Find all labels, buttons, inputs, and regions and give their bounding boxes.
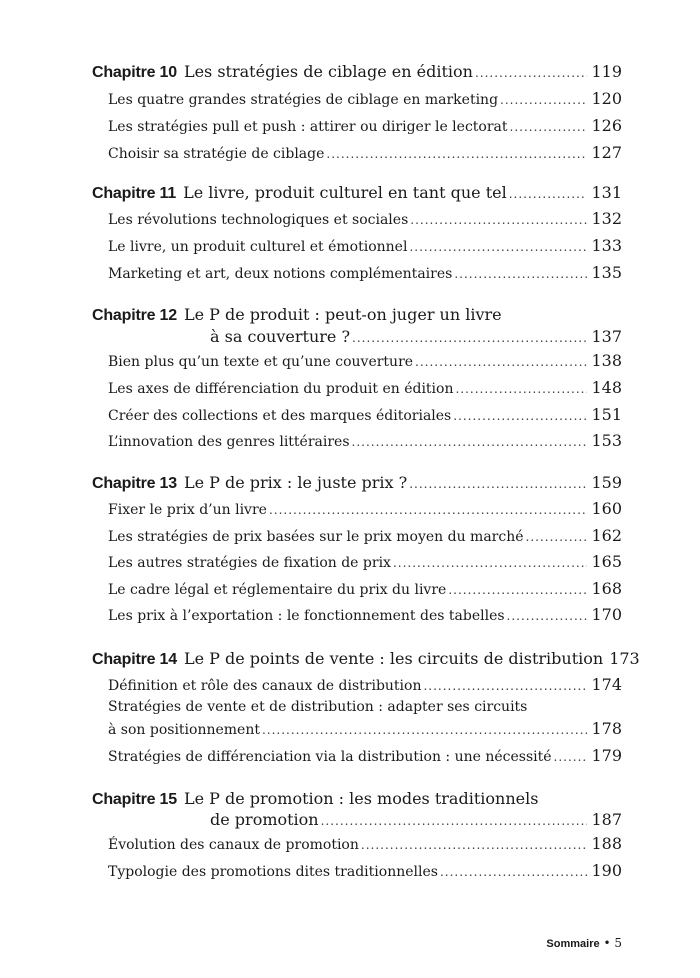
page-number: 131 [591,183,622,202]
dot-leader [454,267,587,281]
dot-leader [410,213,587,227]
page-number: 168 [591,579,622,598]
section-title: Créer des collections et des marques éditoriales [108,408,452,424]
section-title: Les autres stratégies de fixation de prix [108,555,391,571]
section-title-continued: à son positionnement [108,722,260,738]
chapter-title: Le P de produit : peut-on juger un livre [183,305,502,324]
page-number: 174 [591,675,622,694]
chapter-title: Le P de prix : le juste prix ? [183,473,408,492]
footer-separator: • [603,936,611,950]
page-number: 126 [591,116,622,135]
dot-leader [393,556,588,570]
section-title: Les révolutions technologiques et sociales [108,212,409,228]
page-number: 162 [591,526,622,545]
chapter-entry-head[interactable] [92,789,538,809]
dot-leader [321,814,588,828]
chapter-label: Chapitre 13 [92,475,177,492]
section-title: Les axes de différenciation du produit en édition [108,381,454,397]
section-entry-head[interactable] [92,699,527,715]
chapter-label: Chapitre 12 [92,307,177,324]
section-title: L’innovation des genres littéraires [108,434,350,450]
dot-leader [415,355,587,369]
section-title: Les quatre grandes stratégies de ciblage en marketing [108,92,499,108]
section-title: Typologie des promotions dites traditionnelles [108,864,438,880]
section-title: Évolution des canaux de promotion [108,837,359,853]
page-number: 119 [591,62,622,81]
page-number: 170 [591,605,622,624]
page-number: 137 [591,327,622,346]
section-entry[interactable] [92,746,622,765]
chapter-title-continued: à sa couverture ? [210,327,351,346]
dot-leader [361,838,588,852]
dot-leader [440,865,588,879]
section-title: Le livre, un produit culturel et émotionnel [108,239,408,255]
page-number: 190 [591,861,622,880]
dot-leader [475,66,588,80]
section-title: Fixer le prix d’un livre [108,502,267,518]
page-number: 178 [591,719,622,738]
dot-leader [455,382,587,396]
chapter-label: Chapitre 15 [92,791,177,808]
chapter-label: Chapitre 10 [92,64,177,81]
chapter-entry[interactable] [210,810,622,829]
chapter-title-continued: de promotion [210,810,319,829]
chapter-entry[interactable] [92,473,622,493]
page-number: 120 [591,89,622,108]
chapter-entry[interactable] [92,649,640,669]
dot-leader [262,723,587,737]
section-entry[interactable] [92,236,622,255]
dot-leader [500,93,587,107]
page-number: 127 [591,143,622,162]
chapter-entry[interactable] [210,327,622,346]
section-title: Stratégies de différenciation via la distribution : une nécessité [108,749,552,765]
section-entry[interactable] [92,405,622,424]
dot-leader [510,120,588,134]
chapter-title: Le livre, produit culturel en tant que tel [183,183,507,202]
footer-page-number: 5 [614,936,622,950]
section-entry[interactable] [92,552,622,571]
dot-leader [423,679,587,693]
page-number: 133 [591,236,622,255]
section-entry[interactable] [92,499,622,518]
chapter-entry[interactable] [92,62,622,82]
dot-leader [509,187,588,201]
page-number: 188 [591,834,622,853]
page-number: 148 [591,378,622,397]
chapter-entry-head[interactable] [92,305,502,325]
page-number: 132 [591,209,622,228]
page-number: 159 [591,473,622,492]
section-entry[interactable] [92,861,622,880]
section-entry[interactable] [92,378,622,397]
dot-leader [507,609,588,623]
section-entry[interactable] [92,143,622,162]
section-entry[interactable] [92,209,622,228]
page-number: 160 [591,499,622,518]
chapter-title: Les stratégies de ciblage en édition [183,62,473,81]
section-title: Marketing et art, deux notions complémentaires [108,266,453,282]
dot-leader [409,477,587,491]
page-number: 179 [591,746,622,765]
section-title: Choisir sa stratégie de ciblage [108,146,325,162]
section-entry[interactable] [92,89,622,108]
page-number: 138 [591,351,622,370]
chapter-title: Le P de points de vente : les circuits de distribution [183,649,604,668]
section-entry[interactable] [92,526,622,545]
chapter-label: Chapitre 14 [92,651,177,668]
page-number: 173 [609,649,640,668]
section-entry[interactable] [92,719,622,738]
section-entry[interactable] [92,834,622,853]
section-title: Définition et rôle des canaux de distribution [108,678,422,694]
section-title: Le cadre légal et réglementaire du prix du livre [108,582,447,598]
chapter-entry[interactable] [92,183,622,203]
dot-leader [526,530,588,544]
dot-leader [352,331,587,345]
section-title: Les stratégies de prix basées sur le prix moyen du marché [108,529,524,545]
page-number: 135 [591,263,622,282]
section-entry[interactable] [92,431,622,450]
page-number: 165 [591,552,622,571]
section-entry[interactable] [92,263,622,282]
section-title: Bien plus qu’un texte et qu’une couverture [108,354,414,370]
dot-leader [269,503,588,517]
section-title: Les prix à l’exportation : le fonctionnement des tabelles [108,608,505,624]
dot-leader [554,750,588,764]
section-entry[interactable] [92,675,622,694]
section-entry[interactable] [92,351,622,370]
page-number: 187 [591,810,622,829]
dot-leader [326,147,587,161]
dot-leader [448,583,587,597]
chapter-label: Chapitre 11 [92,185,177,202]
section-entry[interactable] [92,116,622,135]
section-title: Les stratégies pull et push : attirer ou diriger le lectorat [108,119,508,135]
footer-label: Sommaire [546,938,600,950]
section-title: Stratégies de vente et de distribution : adapter ses circuits [108,699,528,715]
page-footer [546,936,622,950]
section-entry[interactable] [92,605,622,624]
page-number: 153 [591,431,622,450]
section-entry[interactable] [92,579,622,598]
dot-leader [453,409,587,423]
dot-leader [409,240,587,254]
page-number: 151 [591,405,622,424]
chapter-title: Le P de promotion : les modes traditionnels [183,789,539,808]
dot-leader [352,435,588,449]
